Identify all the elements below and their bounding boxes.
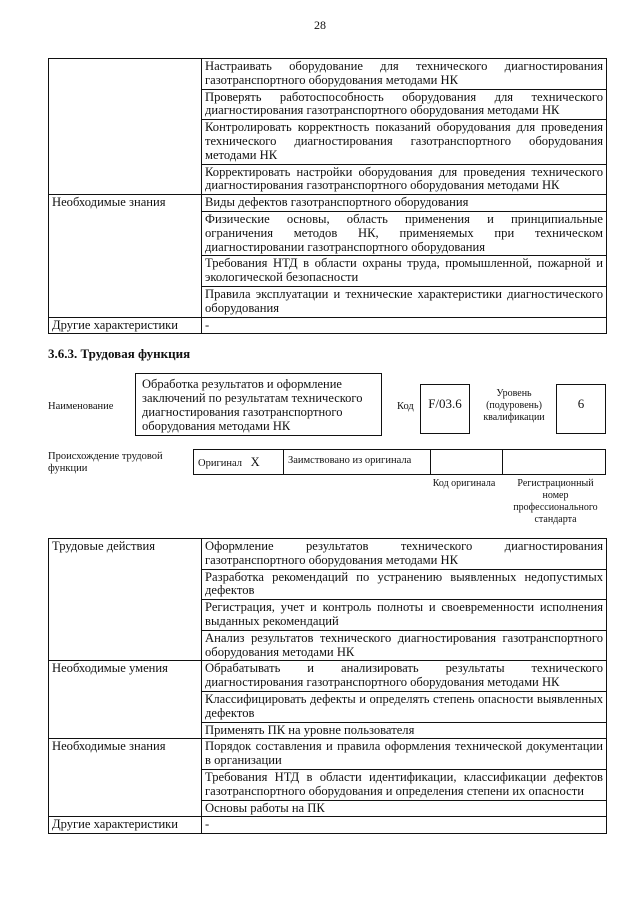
table-cell: - bbox=[202, 317, 607, 334]
table-cell: Контролировать корректность показаний оборудования для проведения технического диагностирования газотранспортного оборудования методами НК bbox=[202, 120, 607, 164]
table-cell: Классифицировать дефекты и определять степень опасности выявленных дефектов bbox=[202, 691, 607, 722]
name-label: Наименование bbox=[48, 401, 114, 412]
table-label-cell bbox=[49, 59, 202, 195]
table-cell: Основы работы на ПК bbox=[202, 800, 607, 817]
table-cell: Порядок составления и правила оформления технической документации в организации bbox=[202, 739, 607, 770]
origin-reg-caption: Регистрационный номер профессионального стандарта bbox=[513, 478, 598, 525]
origin-code-cell bbox=[431, 450, 503, 474]
origin-mark: X bbox=[250, 455, 260, 469]
code-value-box: F/03.6 bbox=[420, 384, 470, 434]
labor-function-table bbox=[48, 538, 607, 834]
table-cell: Проверять работоспособность оборудования для технического диагностирования газотранспортного оборудования методами НК bbox=[202, 89, 607, 120]
table-label-cell: Необходимые умения bbox=[49, 661, 202, 739]
table-row bbox=[49, 661, 607, 692]
origin-reg-cell bbox=[503, 450, 605, 474]
table-cell: Правила эксплуатации и технические характеристики диагностического оборудования bbox=[202, 286, 607, 317]
origin-original-label: Оригинал bbox=[198, 458, 242, 469]
table-cell: - bbox=[202, 817, 607, 834]
table-row bbox=[49, 539, 607, 570]
origin-borrowed-cell: Заимствовано из оригинала bbox=[284, 450, 431, 474]
skills-knowledge-table-top bbox=[48, 58, 607, 334]
origin-code-caption: Код оригинала bbox=[432, 478, 496, 489]
origin-original-cell bbox=[194, 450, 284, 474]
table-cell: Требования НТД в области идентификации, классификации дефектов газотранспортного оборудования и определения степени их опасности bbox=[202, 769, 607, 800]
table-cell: Регистрация, учет и контроль полноты и своевременности исполнения выданных рекомендаций bbox=[202, 600, 607, 631]
level-value-box: 6 bbox=[556, 384, 606, 434]
table-row bbox=[49, 817, 607, 834]
table-label-cell: Трудовые действия bbox=[49, 539, 202, 661]
table-cell: Обрабатывать и анализировать результаты технического диагностирования газотранспортного оборудования методами НК bbox=[202, 661, 607, 692]
table-cell: Физические основы, область применения и принципиальные ограничения методов НК, применяемых при техническом диагностировании газотранспортного оборудования bbox=[202, 211, 607, 255]
table-cell: Оформление результатов технического диагностирования газотранспортного оборудования методами НК bbox=[202, 539, 607, 570]
table-cell: Применять ПК на уровне пользователя bbox=[202, 722, 607, 739]
table-label-cell: Другие характеристики bbox=[49, 817, 202, 834]
level-label: Уровень (подуровень) квалификации bbox=[483, 388, 545, 423]
table-row bbox=[49, 195, 607, 212]
table-row bbox=[49, 317, 607, 334]
table-cell: Требования НТД в области охраны труда, промышленной, пожарной и экологической безопасности bbox=[202, 256, 607, 287]
table-cell: Анализ результатов технического диагностирования газотранспортного оборудования методами НК bbox=[202, 630, 607, 661]
origin-label: Происхождение трудовой функции bbox=[48, 451, 163, 474]
table-label-cell: Необходимые знания bbox=[49, 195, 202, 317]
table-cell: Настраивать оборудование для технического диагностирования газотранспортного оборудования методами НК bbox=[202, 59, 607, 90]
code-label: Код bbox=[397, 401, 414, 412]
function-name-box: Обработка результатов и оформление заключений по результатам технического диагностирования газотранспортного оборудования методами НК bbox=[135, 373, 382, 436]
table-label-cell: Другие характеристики bbox=[49, 317, 202, 334]
table-cell: Корректировать настройки оборудования для проведения технического диагностирования газотранспортного оборудования методами НК bbox=[202, 164, 607, 195]
table-cell: Разработка рекомендаций по устранению выявленных недопустимых дефектов bbox=[202, 569, 607, 600]
table-row bbox=[49, 59, 607, 90]
origin-row bbox=[193, 449, 606, 475]
table-cell: Виды дефектов газотранспортного оборудования bbox=[202, 195, 607, 212]
table-label-cell: Необходимые знания bbox=[49, 739, 202, 817]
page-number: 28 bbox=[314, 18, 326, 32]
section-heading: 3.6.3. Трудовая функция bbox=[48, 346, 191, 361]
table-row bbox=[49, 739, 607, 770]
